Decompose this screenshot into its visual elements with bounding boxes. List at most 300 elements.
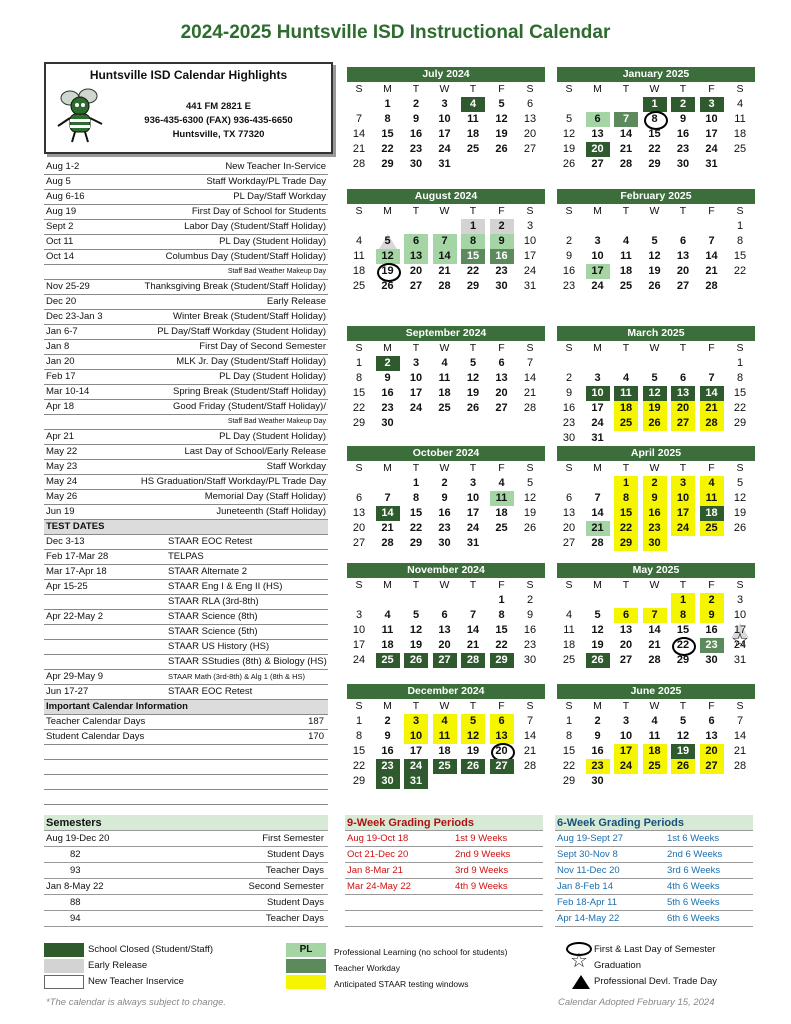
day-cell: 15 bbox=[461, 249, 485, 264]
day-cell: 8 bbox=[736, 372, 744, 384]
day-cell: 17 bbox=[705, 128, 718, 140]
day-cell: 22 bbox=[648, 143, 661, 155]
semester-date: 82 bbox=[70, 849, 81, 860]
day-cell: 3 bbox=[700, 97, 724, 112]
day-cell: 31 bbox=[705, 158, 718, 170]
event-text: Last Day of School/Early Release bbox=[184, 446, 326, 457]
week-row bbox=[557, 157, 755, 172]
day-cell: 13 bbox=[404, 249, 428, 264]
important-title: Important Calendar Information bbox=[46, 701, 188, 712]
day-cell: 8 bbox=[671, 608, 695, 623]
event-date: Mar 10-14 bbox=[46, 386, 90, 397]
event-row bbox=[44, 445, 328, 460]
day-cell: 12 bbox=[676, 730, 690, 742]
weekday-label: F bbox=[708, 700, 715, 712]
day-cell: 10 bbox=[705, 113, 718, 125]
day-cell: 1 bbox=[736, 220, 744, 232]
day-cell: 13 bbox=[676, 250, 690, 262]
week-row bbox=[557, 356, 755, 371]
event-text: Staff Workday bbox=[266, 461, 326, 472]
event-date: Feb 17 bbox=[46, 371, 76, 382]
legend-swatch-staar bbox=[286, 975, 326, 989]
test-date: Feb 17-Mar 28 bbox=[46, 551, 109, 562]
day-cell: 13 bbox=[671, 386, 695, 401]
day-cell: 27 bbox=[700, 759, 724, 774]
day-cell: 27 bbox=[490, 759, 514, 774]
day-cell: 8 bbox=[643, 112, 667, 127]
day-cell: 3 bbox=[469, 477, 477, 489]
day-cell: 14 bbox=[700, 386, 724, 401]
triangle-icon bbox=[572, 975, 590, 989]
day-cell: 28 bbox=[352, 158, 366, 170]
event-row bbox=[44, 190, 328, 205]
day-cell: 24 bbox=[409, 402, 423, 414]
day-cell: 16 bbox=[409, 128, 423, 140]
day-cell: 15 bbox=[562, 745, 576, 757]
six-week-header bbox=[555, 815, 753, 831]
day-cell: 20 bbox=[495, 387, 508, 399]
event-date: Apr 18 bbox=[46, 401, 74, 412]
day-cell: 8 bbox=[355, 730, 363, 742]
weekday-label: T bbox=[469, 342, 477, 354]
hornet-mascot-logo bbox=[52, 84, 108, 144]
event-text: First Day of School for Students bbox=[191, 206, 326, 217]
event-text: Staff Bad Weather Makeup Day bbox=[227, 268, 326, 275]
day-cell: 23 bbox=[562, 417, 576, 429]
day-cell: 11 bbox=[614, 386, 638, 401]
day-cell: 28 bbox=[619, 158, 633, 170]
week-row bbox=[557, 491, 755, 506]
day-cell: 9 bbox=[441, 492, 448, 504]
week-row bbox=[347, 506, 545, 521]
day-cell: 1 bbox=[412, 477, 420, 489]
day-cell: 21 bbox=[523, 745, 537, 757]
day-cell: 17 bbox=[352, 639, 366, 651]
day-cell: 22 bbox=[495, 639, 508, 651]
legend-swatch-early bbox=[44, 959, 84, 973]
event-text: PL Day/Staff Workday bbox=[233, 191, 326, 202]
legend-workday-label: Teacher Workday bbox=[334, 963, 400, 973]
week-row bbox=[347, 608, 545, 623]
event-date: Aug 1-2 bbox=[46, 161, 80, 172]
day-cell: 10 bbox=[352, 624, 366, 636]
weekday-row bbox=[347, 204, 545, 219]
day-cell: 21 bbox=[438, 265, 451, 277]
day-cell: 29 bbox=[352, 775, 366, 787]
weekday-label: T bbox=[679, 700, 687, 712]
day-cell: 13 bbox=[495, 372, 508, 384]
semester-date: 94 bbox=[70, 913, 81, 924]
semester-text: Teacher Days bbox=[265, 865, 324, 876]
event-date: May 23 bbox=[46, 461, 78, 472]
day-cell: 21 bbox=[648, 639, 661, 651]
day-cell: 25 bbox=[466, 143, 480, 155]
month-header: August 2024 bbox=[347, 189, 545, 204]
day-cell: 4 bbox=[622, 235, 630, 247]
event-text: Thanksgiving Break (Student/Staff Holiday) bbox=[144, 281, 326, 292]
day-cell: 14 bbox=[523, 372, 537, 384]
day-cell: 26 bbox=[466, 402, 480, 414]
event-text: Staff Bad Weather Makeup Day bbox=[227, 418, 326, 425]
test-row bbox=[44, 595, 328, 610]
day-cell: 6 bbox=[679, 235, 687, 247]
day-cell: 19 bbox=[643, 401, 667, 416]
day-cell: 8 bbox=[498, 609, 505, 621]
week-row bbox=[347, 491, 545, 506]
week-row bbox=[347, 371, 545, 386]
day-cell: 30 bbox=[676, 158, 690, 170]
week-row bbox=[347, 759, 545, 774]
day-cell: 19 bbox=[648, 265, 661, 277]
weekday-label: W bbox=[439, 205, 450, 217]
day-cell: 22 bbox=[466, 265, 480, 277]
day-cell: 25 bbox=[376, 653, 400, 668]
day-cell: 18 bbox=[438, 387, 451, 399]
day-cell: 1 bbox=[384, 98, 391, 110]
day-cell: 13 bbox=[523, 113, 537, 125]
day-cell: 3 bbox=[594, 372, 601, 384]
test-dates-header bbox=[44, 520, 328, 535]
semester-row bbox=[44, 831, 328, 847]
day-cell: 4 bbox=[384, 609, 391, 621]
day-cell: 6 bbox=[586, 112, 610, 127]
day-cell: 20 bbox=[523, 128, 537, 140]
nine-week-dates: Jan 8-Mar 21 bbox=[347, 865, 403, 876]
day-cell: 17 bbox=[614, 744, 638, 759]
day-cell: 2 bbox=[565, 235, 573, 247]
day-cell: 28 bbox=[705, 280, 718, 292]
day-cell: 22 bbox=[381, 143, 394, 155]
semester-date: 88 bbox=[70, 897, 81, 908]
test-row bbox=[44, 670, 328, 685]
event-text: Columbus Day (Student/Staff Holiday) bbox=[165, 251, 326, 262]
day-cell: 13 bbox=[490, 729, 514, 744]
test-row bbox=[44, 535, 328, 550]
day-cell: 19 bbox=[466, 745, 480, 757]
day-cell: 28 bbox=[523, 402, 537, 414]
day-cell: 21 bbox=[705, 265, 718, 277]
day-cell: 11 bbox=[620, 250, 632, 262]
semester-text: Teacher Days bbox=[265, 913, 324, 924]
day-cell: 18 bbox=[438, 745, 451, 757]
day-cell: 9 bbox=[490, 234, 514, 249]
day-cell: 30 bbox=[643, 536, 667, 551]
day-cell: 28 bbox=[438, 280, 451, 292]
week-row bbox=[557, 714, 755, 729]
day-cell: 30 bbox=[523, 654, 537, 666]
nine-week-header bbox=[345, 815, 543, 831]
weekday-row bbox=[557, 699, 755, 714]
week-row bbox=[347, 653, 545, 668]
six-week-dates: Sept 30-Nov 8 bbox=[557, 849, 618, 860]
weekday-label: S bbox=[526, 205, 534, 217]
day-cell: 29 bbox=[490, 653, 514, 668]
day-cell: 19 bbox=[523, 507, 537, 519]
test-date: Dec 3-13 bbox=[46, 536, 85, 547]
day-cell: 11 bbox=[490, 491, 514, 506]
test-text: STAAR Science (5th) bbox=[168, 626, 258, 637]
day-cell: 26 bbox=[562, 158, 576, 170]
event-text: MLK Jr. Day (Student/Staff Holiday) bbox=[176, 356, 326, 367]
day-cell: 18 bbox=[700, 506, 724, 521]
weekday-label: W bbox=[439, 579, 450, 591]
semester-row bbox=[44, 895, 328, 911]
weekday-label: F bbox=[708, 342, 715, 354]
day-cell: 7 bbox=[526, 357, 534, 369]
day-cell: 23 bbox=[381, 402, 394, 414]
weekday-label: T bbox=[412, 83, 420, 95]
day-cell: 3 bbox=[404, 714, 428, 729]
day-cell: 22 bbox=[733, 402, 747, 414]
day-cell: 29 bbox=[614, 536, 638, 551]
semester-date: 93 bbox=[70, 865, 81, 876]
weekday-label: S bbox=[565, 579, 573, 591]
six-week-row bbox=[555, 863, 753, 879]
day-cell: 17 bbox=[591, 402, 604, 414]
day-cell: 9 bbox=[700, 608, 724, 623]
day-cell: 2 bbox=[441, 477, 448, 489]
weekday-label: W bbox=[649, 700, 660, 712]
day-cell: 1 bbox=[671, 593, 695, 608]
day-cell: 17 bbox=[728, 623, 752, 638]
day-cell: 9 bbox=[565, 250, 573, 262]
week-row bbox=[347, 729, 545, 744]
weekday-label: F bbox=[498, 579, 505, 591]
day-cell: 15 bbox=[409, 507, 423, 519]
street-address: 441 FM 2821 E bbox=[186, 101, 251, 112]
day-cell: 3 bbox=[594, 235, 601, 247]
semester-date: Jan 8-May 22 bbox=[46, 881, 104, 892]
test-row bbox=[44, 640, 328, 655]
day-cell: 7 bbox=[708, 372, 715, 384]
event-row bbox=[44, 400, 328, 415]
day-cell: 22 bbox=[733, 265, 747, 277]
day-cell: 23 bbox=[700, 638, 724, 653]
day-cell: 1 bbox=[355, 357, 363, 369]
day-cell: 25 bbox=[733, 143, 747, 155]
month-header: January 2025 bbox=[557, 67, 755, 82]
day-cell: 25 bbox=[562, 654, 576, 666]
event-date: Dec 23-Jan 3 bbox=[46, 311, 103, 322]
event-row bbox=[44, 310, 328, 325]
legend-firstlast-label: First & Last Day of Semester bbox=[594, 944, 716, 955]
day-cell: 9 bbox=[565, 387, 573, 399]
semester-text: Second Semester bbox=[248, 881, 324, 892]
day-cell: 14 bbox=[648, 624, 661, 636]
event-text: Juneteenth (Staff Holiday) bbox=[216, 506, 326, 517]
week-row bbox=[347, 536, 545, 551]
semester-row bbox=[44, 911, 328, 927]
day-cell: 19 bbox=[376, 264, 400, 279]
day-cell: 17 bbox=[409, 745, 423, 757]
event-date: Jan 20 bbox=[46, 356, 75, 367]
day-cell: 30 bbox=[562, 432, 576, 444]
day-cell: 8 bbox=[412, 492, 420, 504]
event-date: Aug 5 bbox=[46, 176, 71, 187]
day-cell: 26 bbox=[523, 522, 537, 534]
day-cell: 6 bbox=[490, 714, 514, 729]
test-row bbox=[44, 565, 328, 580]
nine-week-label: 4th 9 Weeks bbox=[455, 881, 508, 892]
day-cell: 20 bbox=[676, 265, 690, 277]
weekday-label: M bbox=[593, 83, 602, 95]
day-cell: 18 bbox=[643, 744, 667, 759]
weekday-row bbox=[347, 461, 545, 476]
six-week-label: 4th 6 Weeks bbox=[667, 881, 720, 892]
day-cell: 31 bbox=[466, 537, 480, 549]
day-cell: 20 bbox=[409, 265, 423, 277]
semester-date: Aug 19-Dec 20 bbox=[46, 833, 110, 844]
day-cell: 7 bbox=[384, 492, 391, 504]
highlights-box bbox=[44, 62, 333, 154]
day-cell: 9 bbox=[384, 730, 391, 742]
day-cell: 8 bbox=[461, 234, 485, 249]
weekday-label: F bbox=[498, 205, 505, 217]
day-cell: 21 bbox=[586, 521, 610, 536]
important-value: 187 bbox=[308, 716, 324, 727]
day-cell: 7 bbox=[526, 715, 534, 727]
nine-week-label: 2nd 9 Weeks bbox=[455, 849, 511, 860]
day-cell: 25 bbox=[438, 402, 451, 414]
day-cell: 4 bbox=[441, 357, 448, 369]
event-row bbox=[44, 325, 328, 340]
day-cell: 9 bbox=[412, 113, 420, 125]
highlights-title: Huntsville ISD Calendar Highlights bbox=[89, 68, 288, 82]
day-cell: 15 bbox=[614, 506, 638, 521]
day-cell: 22 bbox=[352, 402, 366, 414]
week-row bbox=[347, 623, 545, 638]
day-cell: 6 bbox=[498, 357, 505, 369]
day-cell: 30 bbox=[376, 774, 400, 789]
blank-row bbox=[44, 760, 328, 775]
day-cell: 21 bbox=[352, 143, 366, 155]
day-cell: 4 bbox=[461, 97, 485, 112]
event-text: Staff Workday/PL Trade Day bbox=[206, 176, 326, 187]
day-cell: 21 bbox=[466, 639, 480, 651]
day-cell: 16 bbox=[562, 402, 576, 414]
week-row bbox=[557, 759, 755, 774]
month-header: April 2025 bbox=[557, 446, 755, 461]
day-cell: 12 bbox=[495, 113, 508, 125]
star-icon: ☆ bbox=[570, 950, 588, 972]
day-cell: 6 bbox=[708, 715, 715, 727]
week-row bbox=[347, 142, 545, 157]
day-cell: 23 bbox=[562, 280, 576, 292]
six-week-label: 1st 6 Weeks bbox=[667, 833, 720, 844]
week-row bbox=[557, 653, 755, 668]
day-cell: 1 bbox=[461, 219, 485, 234]
nine-week-row bbox=[345, 847, 543, 863]
month-header: May 2025 bbox=[557, 563, 755, 578]
event-row bbox=[44, 355, 328, 370]
day-cell: 11 bbox=[700, 491, 724, 506]
weekday-label: S bbox=[736, 462, 744, 474]
weekday-row bbox=[347, 578, 545, 593]
event-date: Oct 14 bbox=[46, 251, 74, 262]
test-text: TELPAS bbox=[168, 551, 204, 562]
day-cell: 30 bbox=[381, 417, 394, 429]
day-cell: 19 bbox=[733, 507, 747, 519]
day-cell: 27 bbox=[523, 143, 537, 155]
weekday-label: M bbox=[593, 342, 602, 354]
month-calendar bbox=[557, 684, 755, 789]
day-cell: 30 bbox=[409, 158, 423, 170]
day-cell: 15 bbox=[733, 250, 747, 262]
week-row bbox=[557, 234, 755, 249]
day-cell: 28 bbox=[381, 537, 394, 549]
day-cell: 6 bbox=[614, 608, 638, 623]
nine-week-row bbox=[345, 895, 543, 911]
day-cell: 10 bbox=[523, 235, 537, 247]
event-row bbox=[44, 505, 328, 520]
day-cell: 13 bbox=[591, 128, 604, 140]
event-row bbox=[44, 370, 328, 385]
day-cell: 1 bbox=[736, 357, 744, 369]
day-cell: 14 bbox=[433, 249, 457, 264]
week-row bbox=[557, 638, 755, 653]
day-cell: 15 bbox=[733, 387, 747, 399]
event-text: New Teacher In-Service bbox=[225, 161, 326, 172]
day-cell: 24 bbox=[614, 759, 638, 774]
legend-closed-label: School Closed (Student/Staff) bbox=[88, 944, 213, 955]
nine-week-dates: Mar 24-May 22 bbox=[347, 881, 411, 892]
nine-week-row bbox=[345, 863, 543, 879]
six-week-label: 5th 6 Weeks bbox=[667, 897, 720, 908]
weekday-label: S bbox=[355, 579, 363, 591]
day-cell: 30 bbox=[705, 654, 718, 666]
event-date: Oct 11 bbox=[46, 236, 74, 247]
day-cell: 20 bbox=[438, 639, 451, 651]
weekday-label: F bbox=[498, 83, 505, 95]
test-text: STAAR RLA (3rd-8th) bbox=[168, 596, 259, 607]
event-date: May 26 bbox=[46, 491, 78, 502]
event-row bbox=[44, 460, 328, 475]
day-cell: 29 bbox=[381, 158, 394, 170]
day-cell: 23 bbox=[495, 265, 508, 277]
weekday-label: T bbox=[622, 205, 630, 217]
weekday-label: S bbox=[736, 205, 744, 217]
six-week-row bbox=[555, 911, 753, 927]
important-row bbox=[44, 730, 328, 745]
nine-week-label: 3rd 9 Weeks bbox=[455, 865, 509, 876]
week-row bbox=[557, 476, 755, 491]
day-cell: 3 bbox=[736, 594, 744, 606]
day-cell: 30 bbox=[495, 280, 508, 292]
phone-fax: 936-435-6300 (FAX) 936-435-6650 bbox=[144, 115, 293, 126]
day-cell: 27 bbox=[352, 537, 366, 549]
month-calendar bbox=[557, 189, 755, 294]
six-week-row bbox=[555, 879, 753, 895]
day-cell: 13 bbox=[619, 624, 633, 636]
day-cell: 26 bbox=[643, 416, 667, 431]
month-header: February 2025 bbox=[557, 189, 755, 204]
day-cell: 29 bbox=[409, 537, 423, 549]
day-cell: 22 bbox=[671, 638, 695, 653]
event-row bbox=[44, 430, 328, 445]
weekday-label: T bbox=[679, 83, 687, 95]
semester-row bbox=[44, 847, 328, 863]
test-row bbox=[44, 580, 328, 595]
day-cell: 12 bbox=[643, 386, 667, 401]
legend-newteacher-label: New Teacher Inservice bbox=[88, 976, 184, 987]
weekday-label: T bbox=[622, 462, 630, 474]
day-cell: 28 bbox=[648, 654, 661, 666]
weekday-label: T bbox=[412, 342, 420, 354]
event-date: Jan 8 bbox=[46, 341, 70, 352]
weekday-label: W bbox=[439, 462, 450, 474]
week-row bbox=[347, 234, 545, 249]
semesters-title: Semesters bbox=[46, 817, 102, 829]
